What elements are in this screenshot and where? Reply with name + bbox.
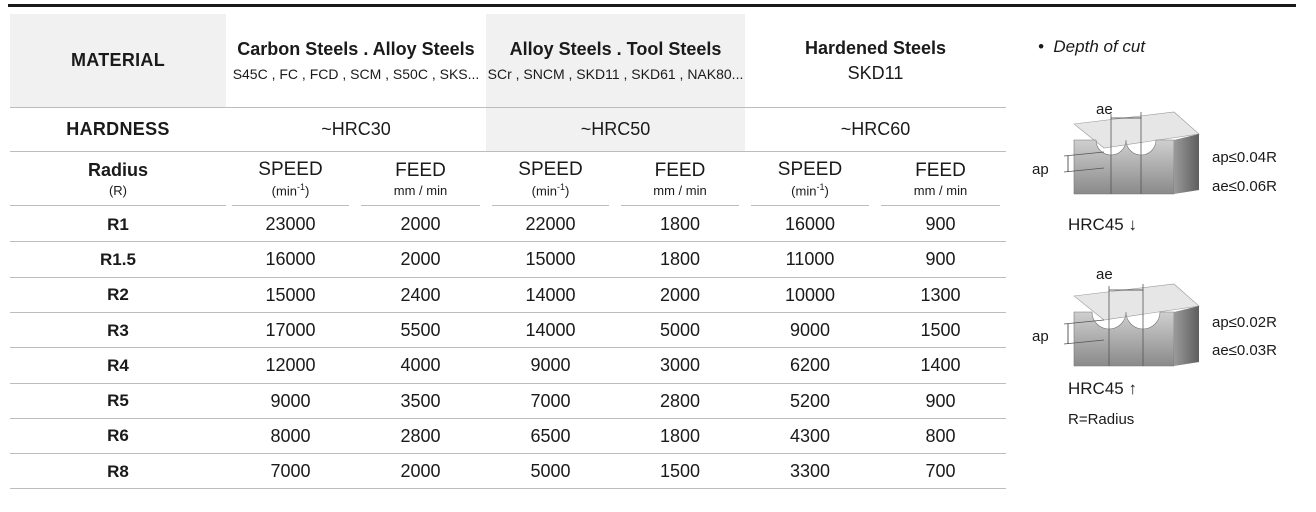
feed-value [355, 313, 486, 348]
table-cell-value: 1400 [920, 355, 961, 376]
table-cell-value: 3500 [400, 390, 441, 411]
table-cell-value: 800 [925, 425, 956, 446]
table-cell-value: 6200 [789, 355, 831, 376]
subheader-underline [232, 205, 349, 206]
subheader-underline [751, 205, 869, 206]
speed-unit-base: (min [271, 183, 297, 199]
hrc-label-1: HRC45 ↓ [1068, 215, 1137, 234]
radius-header-cell [10, 151, 226, 207]
table-row-label [10, 313, 226, 348]
feed-value [355, 419, 486, 454]
subheader-underline [881, 205, 1000, 206]
speed-header-3 [745, 151, 875, 207]
table-cell-value: 8000 [270, 425, 311, 446]
table-cell-value: 2800 [659, 390, 701, 411]
feed-value [615, 454, 745, 489]
speed-unit-exp: -1 [556, 181, 565, 192]
speed-value [745, 278, 875, 313]
feed-unit: mm / min [653, 182, 707, 198]
speed-unit-exp: -1 [296, 181, 305, 192]
table-cell-value: 22000 [525, 214, 576, 235]
speed-value [486, 419, 615, 454]
depth-of-cut-panel [1010, 0, 1316, 512]
feed-value [615, 313, 745, 348]
ae-label-1: ae [1096, 101, 1113, 118]
feed-value [355, 348, 486, 383]
radius-note: R=Radius [1068, 411, 1135, 428]
speed-unit [532, 182, 570, 198]
hardness-value: ~HRC50 [580, 118, 651, 139]
material-header-3 [745, 14, 1006, 107]
radius-label: Radius [87, 160, 148, 180]
speed-value [226, 454, 355, 489]
speed-value [486, 207, 615, 242]
feed-value [875, 278, 1006, 313]
table-row-label [10, 242, 226, 277]
speed-value [486, 313, 615, 348]
speed-unit [791, 182, 829, 198]
radius-value: R4 [107, 355, 129, 375]
table-row-label [10, 384, 226, 419]
feed-value [875, 313, 1006, 348]
table-cell-value: 11000 [785, 249, 835, 270]
speed-value [745, 384, 875, 419]
table-cell-value: 14000 [525, 284, 576, 305]
ap-label-2: ap [1032, 328, 1049, 345]
speed-value [486, 278, 615, 313]
table-cell-value: 4300 [789, 425, 831, 446]
material-label: MATERIAL [70, 50, 166, 70]
radius-value: R3 [107, 320, 129, 340]
table-cell-value: 5000 [659, 320, 701, 341]
table-cell-value: 7000 [530, 390, 571, 411]
table-cell-value: 12000 [265, 355, 316, 376]
hardness-label-cell [10, 107, 226, 151]
speed-unit-exp: -1 [816, 181, 825, 192]
feed-value [615, 278, 745, 313]
table-cell-value: 2400 [400, 284, 441, 305]
feed-value [875, 419, 1006, 454]
ap-limit-2: ap≤0.02R [1212, 314, 1277, 331]
material-grades: S45C , FC , FCD , SCM , S50C , SKS... [232, 66, 480, 82]
material-name: Carbon Steels . Alloy Steels [237, 39, 475, 59]
table-cell-value: 1300 [920, 284, 961, 305]
speed-value [226, 242, 355, 277]
speed-unit-close: ) [304, 183, 310, 199]
speed-value [745, 313, 875, 348]
feed-label: FEED [395, 159, 446, 181]
feed-value [615, 384, 745, 419]
hardness-value-2 [486, 107, 745, 151]
material-name: Hardened Steels [804, 37, 947, 58]
ae-limit-2: ae≤0.03R [1212, 342, 1277, 359]
feed-value [355, 278, 486, 313]
speed-value [745, 348, 875, 383]
radius-value: R2 [107, 285, 129, 305]
hardness-label: HARDNESS [66, 118, 170, 139]
radius-sub-label: (R) [108, 183, 128, 198]
feed-unit: mm / min [393, 182, 448, 198]
table-row-label [10, 207, 226, 242]
ae-label-2: ae [1096, 266, 1113, 283]
arrow-up-icon: ↑ [1128, 379, 1137, 398]
table-cell-value: 3000 [659, 355, 701, 376]
table-cell-value: 900 [925, 249, 956, 270]
table-cell-value: 4000 [400, 355, 441, 376]
header-separator-1 [10, 107, 1006, 108]
feed-unit: mm / min [913, 182, 968, 198]
subheader-underline [492, 205, 609, 206]
radius-value: R1 [107, 214, 129, 234]
row-separator [10, 488, 1006, 489]
speed-label: SPEED [518, 158, 583, 180]
feed-value [875, 242, 1006, 277]
feed-value [875, 207, 1006, 242]
speed-value [486, 348, 615, 383]
speed-value [226, 313, 355, 348]
table-cell-value: 16000 [784, 214, 836, 235]
feed-value [355, 384, 486, 419]
table-cell-value: 3300 [789, 461, 831, 482]
radius-header-underline [10, 205, 226, 206]
table-cell-value: 6500 [530, 425, 571, 446]
table-cell-value: 900 [925, 214, 956, 235]
table-cell-value: 10000 [784, 284, 836, 305]
hardness-value-3 [745, 107, 1006, 151]
table-cell-value: 14000 [525, 320, 576, 341]
speed-value [745, 419, 875, 454]
table-cell-value: 5500 [400, 320, 441, 341]
radius-value: R5 [107, 391, 129, 411]
table-row-label [10, 419, 226, 454]
speed-label: SPEED [777, 158, 843, 180]
feed-value [615, 207, 745, 242]
feed-header-1 [355, 151, 486, 207]
speed-value [486, 242, 615, 277]
table-cell-value: 1800 [659, 425, 701, 446]
table-cell-value: 1800 [659, 214, 701, 235]
radius-value: R8 [107, 461, 129, 481]
table-cell-value: 23000 [265, 214, 316, 235]
speed-unit-base: (min [531, 183, 557, 199]
radius-value: R1.5 [100, 249, 136, 269]
material-label-cell [10, 14, 226, 107]
cutting-conditions-table [10, 14, 1006, 500]
feed-value [875, 454, 1006, 489]
feed-value [875, 384, 1006, 419]
material-grades: SCr , SNCM , SKD11 , SKD61 , NAK80... [487, 66, 744, 82]
table-cell-value: 9000 [530, 355, 571, 376]
hardness-value: ~HRC30 [321, 118, 391, 139]
material-name: Alloy Steels . Tool Steels [509, 39, 722, 59]
table-cell-value: 2000 [400, 214, 441, 235]
speed-value [745, 242, 875, 277]
speed-unit-close: ) [564, 183, 570, 199]
speed-value [226, 278, 355, 313]
table-cell-value: 1500 [659, 461, 701, 482]
table-cell-value: 7000 [270, 461, 311, 482]
feed-value [615, 419, 745, 454]
radius-value: R6 [107, 426, 129, 446]
table-cell-value: 2000 [659, 284, 701, 305]
speed-value [226, 419, 355, 454]
depth-of-cut-title: • Depth of cut [1038, 37, 1146, 56]
speed-value [226, 348, 355, 383]
table-cell-value: 1500 [920, 320, 961, 341]
table-cell-value: 5200 [789, 390, 831, 411]
material-header-2 [486, 14, 745, 107]
feed-value [355, 207, 486, 242]
hardness-value-1 [226, 107, 486, 151]
speed-unit-close: ) [824, 183, 829, 199]
depth-of-cut-diagram-1 [1034, 94, 1234, 214]
speed-header-1 [226, 151, 355, 207]
material-grades: SKD11 [847, 62, 904, 83]
table-cell-value: 5000 [530, 461, 571, 482]
table-cell-value: 900 [925, 390, 956, 411]
speed-value [226, 207, 355, 242]
table-cell-value: 2000 [400, 461, 441, 482]
speed-value [745, 207, 875, 242]
hrc-label-2: HRC45 ↑ [1068, 379, 1137, 398]
feed-value [615, 348, 745, 383]
speed-unit-base: (min [791, 183, 817, 199]
bullet-icon: • [1038, 37, 1044, 56]
table-row-label [10, 348, 226, 383]
speed-label: SPEED [258, 158, 323, 180]
feed-label: FEED [915, 159, 966, 181]
feed-value [615, 242, 745, 277]
arrow-down-icon: ↓ [1128, 215, 1137, 234]
speed-header-2 [486, 151, 615, 207]
speed-value [745, 454, 875, 489]
feed-value [355, 242, 486, 277]
subheader-underline [621, 205, 739, 206]
table-cell-value: 2800 [400, 425, 441, 446]
table-cell-value: 700 [925, 461, 956, 482]
table-row-label [10, 454, 226, 489]
material-header-1 [226, 14, 486, 107]
table-cell-value: 1800 [659, 249, 701, 270]
feed-label: FEED [654, 159, 706, 181]
ap-limit-1: ap≤0.04R [1212, 149, 1277, 166]
table-row-label [10, 278, 226, 313]
speed-value [226, 384, 355, 419]
feed-header-3 [875, 151, 1006, 207]
speed-unit [272, 182, 310, 198]
feed-header-2 [615, 151, 745, 207]
table-cell-value: 2000 [400, 249, 441, 270]
table-cell-value: 9000 [789, 320, 831, 341]
feed-value [875, 348, 1006, 383]
ap-label-1: ap [1032, 161, 1049, 178]
table-cell-value: 15000 [525, 249, 576, 270]
table-cell-value: 17000 [265, 320, 316, 341]
speed-value [486, 384, 615, 419]
ae-limit-1: ae≤0.06R [1212, 178, 1277, 195]
header-separator-2 [10, 151, 1006, 152]
speed-value [486, 454, 615, 489]
depth-of-cut-diagram-2 [1034, 266, 1234, 386]
subheader-underline [361, 205, 480, 206]
hardness-value: ~HRC60 [840, 118, 911, 139]
table-cell-value: 9000 [270, 390, 311, 411]
table-cell-value: 15000 [265, 284, 316, 305]
table-cell-value: 16000 [265, 249, 316, 270]
feed-value [355, 454, 486, 489]
